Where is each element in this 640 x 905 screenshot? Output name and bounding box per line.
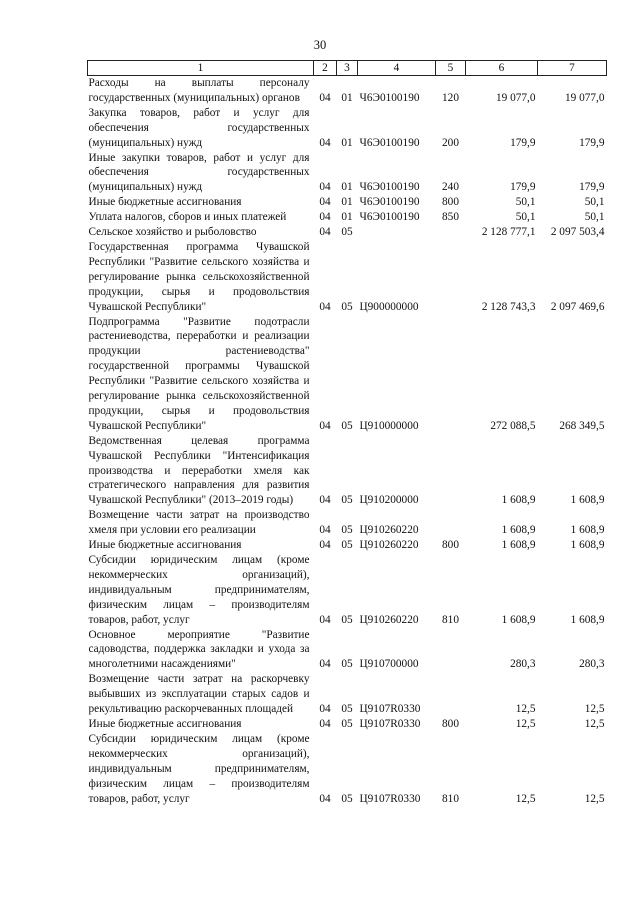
section-code: 04	[319, 211, 331, 224]
amount-year-1: 1 608,9	[501, 613, 536, 626]
section-code: 04	[319, 91, 331, 104]
target-article-code: Ц9107R0330	[359, 703, 421, 716]
amount-year-2: 280,3	[579, 658, 605, 671]
row-name: Возмещение части затрат на раскорчевку выбывших из эксплуатации старых садов и рекультивацию раскорчеванных площадей	[88, 673, 310, 716]
amount-year-2: 1 608,9	[570, 524, 605, 537]
target-article-code: Ц910260220	[359, 524, 419, 537]
table-row	[88, 732, 607, 807]
expense-type-code	[436, 240, 466, 315]
section-code: 04	[319, 524, 331, 537]
table-row	[88, 553, 607, 628]
table-row	[88, 106, 607, 151]
expense-type-code: 800	[442, 196, 459, 209]
section-code: 04	[319, 658, 331, 671]
subsection-code: 05	[341, 658, 353, 671]
target-article-code: Ц910260220	[359, 539, 419, 552]
column-header: 3	[337, 61, 358, 76]
target-article-code: Ц9107R0330	[359, 792, 421, 805]
amount-year-1: 50,1	[515, 211, 536, 224]
amount-year-1: 1 608,9	[501, 524, 536, 537]
amount-year-1: 19 077,0	[495, 91, 536, 104]
subsection-code: 05	[341, 300, 353, 313]
amount-year-2: 2 097 503,4	[550, 226, 605, 239]
column-header: 1	[88, 61, 314, 76]
expense-type-code: 810	[442, 613, 459, 626]
table-row	[88, 717, 607, 732]
amount-year-2: 1 608,9	[570, 539, 605, 552]
subsection-code: 01	[341, 196, 353, 209]
table-row	[88, 538, 607, 553]
amount-year-1: 12,5	[515, 792, 536, 805]
section-code: 04	[319, 300, 331, 313]
target-article-code: Ч6Э0100190	[359, 136, 420, 149]
section-code: 04	[319, 613, 331, 626]
row-name: Возмещение части затрат на производство хмеля при условии его реализации	[88, 509, 310, 537]
amount-year-2: 1 608,9	[570, 494, 605, 507]
table-body	[88, 76, 607, 807]
subsection-code: 01	[341, 181, 353, 194]
target-article-code: Ц910200000	[359, 494, 419, 507]
table-row	[88, 195, 607, 210]
row-name: Субсидии юридическим лицам (кроме некоммерческих организаций), индивидуальным предпринимателям, физическим лицам – производителям товаров, работ, услуг	[88, 554, 310, 626]
target-article-code	[358, 225, 436, 240]
subsection-code: 05	[341, 613, 353, 626]
expense-type-code	[436, 508, 466, 538]
section-code: 04	[319, 539, 331, 552]
amount-year-2: 50,1	[584, 196, 605, 209]
table-row	[88, 151, 607, 196]
row-name: Иные бюджетные ассигнования	[88, 539, 242, 552]
subsection-code: 01	[341, 91, 353, 104]
row-name: Иные бюджетные ассигнования	[88, 717, 242, 730]
subsection-code: 01	[341, 211, 353, 224]
target-article-code: Ц910260220	[359, 613, 419, 626]
expense-type-code	[436, 225, 466, 240]
expense-type-code: 240	[442, 181, 459, 194]
table-row	[88, 76, 607, 106]
row-name: Иные закупки товаров, работ и услуг для обеспечения государственных (муниципальных) нужд	[88, 151, 310, 194]
row-name: Иные бюджетные ассигнования	[88, 196, 242, 209]
column-header: 7	[538, 61, 607, 76]
target-article-code: Ч6Э0100190	[359, 91, 420, 104]
subsection-code: 05	[341, 226, 353, 239]
target-article-code: Ц910700000	[359, 658, 419, 671]
expense-type-code	[436, 315, 466, 434]
row-name: Государственная программа Чувашской Республики "Развитие сельского хозяйства и регулирование рынка сельскохозяйственной продукции, сырья и продовольствия Чувашской Республики"	[88, 240, 310, 313]
row-name: Основное мероприятие "Развитие садоводства, поддержка закладки и ухода за многолетними насаждениями"	[88, 628, 310, 671]
page-number: 30	[313, 38, 327, 52]
amount-year-2: 179,9	[579, 181, 605, 194]
row-name: Уплата налогов, сборов и иных платежей	[88, 211, 287, 224]
expense-type-code: 120	[442, 91, 459, 104]
section-code: 04	[319, 136, 331, 149]
table-row	[88, 315, 607, 434]
column-header: 4	[358, 61, 436, 76]
amount-year-1: 1 608,9	[501, 539, 536, 552]
amount-year-2: 50,1	[584, 211, 605, 224]
row-name: Подпрограмма "Развитие подотрасли растениеводства, переработки и реализации продукции растениеводства" государственной программы Чувашской Республики "Развитие сельского хозяйства и регулирование рынка сельскохозяйственной продукции, сырья и продовольствия Чувашской Республики"	[88, 315, 310, 432]
amount-year-1: 179,9	[510, 181, 536, 194]
amount-year-2: 12,5	[584, 792, 605, 805]
table-row	[88, 508, 607, 538]
section-code: 04	[319, 226, 331, 239]
table-row	[88, 672, 607, 717]
amount-year-2: 1 608,9	[570, 613, 605, 626]
amount-year-1: 2 128 743,3	[481, 300, 536, 313]
section-code: 04	[319, 196, 331, 209]
amount-year-1: 280,3	[510, 658, 536, 671]
subsection-code: 05	[341, 539, 353, 552]
subsection-code: 05	[341, 524, 353, 537]
expense-type-code: 800	[442, 717, 459, 730]
expense-type-code: 200	[442, 136, 459, 149]
row-name: Расходы на выплаты персоналу государственных (муниципальных) органов	[88, 77, 310, 104]
amount-year-1: 179,9	[510, 136, 536, 149]
table-row	[88, 628, 607, 673]
subsection-code: 05	[341, 703, 353, 716]
table-row	[88, 225, 607, 240]
table-row	[88, 210, 607, 225]
expense-type-code: 800	[442, 539, 459, 552]
column-header: 2	[314, 61, 337, 76]
subsection-code: 01	[341, 136, 353, 149]
section-code: 04	[319, 717, 331, 730]
amount-year-2: 12,5	[584, 703, 605, 716]
row-name: Сельское хозяйство и рыболовство	[88, 226, 257, 239]
section-code: 04	[319, 419, 331, 432]
section-code: 04	[319, 494, 331, 507]
amount-year-1: 12,5	[515, 703, 536, 716]
row-name: Субсидии юридическим лицам (кроме некоммерческих организаций), индивидуальным предпринимателям, физическим лицам – производителям товаров, работ, услуг	[88, 732, 310, 805]
target-article-code: Ц900000000	[359, 300, 419, 313]
subsection-code: 05	[341, 717, 353, 730]
expense-type-code: 850	[442, 211, 459, 224]
expense-type-code	[436, 434, 466, 509]
amount-year-1: 1 608,9	[501, 494, 536, 507]
budget-table	[87, 60, 607, 806]
expense-type-code	[436, 628, 466, 673]
amount-year-2: 2 097 469,6	[550, 300, 605, 313]
amount-year-1: 12,5	[515, 717, 536, 730]
amount-year-1: 272 088,5	[490, 419, 536, 432]
row-name: Ведомственная целевая программа Чувашской Республики "Интенсификация производства и переработки хмеля как стратегического направления для развития Чувашской Республики" (2013–2019 годы)	[88, 434, 310, 507]
amount-year-2: 268 349,5	[559, 419, 605, 432]
expense-type-code	[436, 672, 466, 717]
target-article-code: Ч6Э0100190	[359, 196, 420, 209]
section-code: 04	[319, 792, 331, 805]
target-article-code: Ч6Э0100190	[359, 181, 420, 194]
column-header: 5	[436, 61, 466, 76]
amount-year-1: 2 128 777,1	[481, 226, 536, 239]
section-code: 04	[319, 181, 331, 194]
row-name: Закупка товаров, работ и услуг для обеспечения государственных (муниципальных) нужд	[88, 106, 310, 149]
table-header-row	[88, 61, 607, 76]
expense-type-code: 810	[442, 792, 459, 805]
table-row	[88, 240, 607, 315]
target-article-code: Ч6Э0100190	[359, 211, 420, 224]
subsection-code: 05	[341, 792, 353, 805]
target-article-code: Ц9107R0330	[359, 717, 421, 730]
amount-year-1: 50,1	[515, 196, 536, 209]
subsection-code: 05	[341, 419, 353, 432]
table-row	[88, 434, 607, 509]
column-header: 6	[466, 61, 538, 76]
section-code: 04	[319, 703, 331, 716]
subsection-code: 05	[341, 494, 353, 507]
amount-year-2: 12,5	[584, 717, 605, 730]
amount-year-2: 19 077,0	[564, 91, 605, 104]
target-article-code: Ц910000000	[359, 419, 419, 432]
amount-year-2: 179,9	[579, 136, 605, 149]
